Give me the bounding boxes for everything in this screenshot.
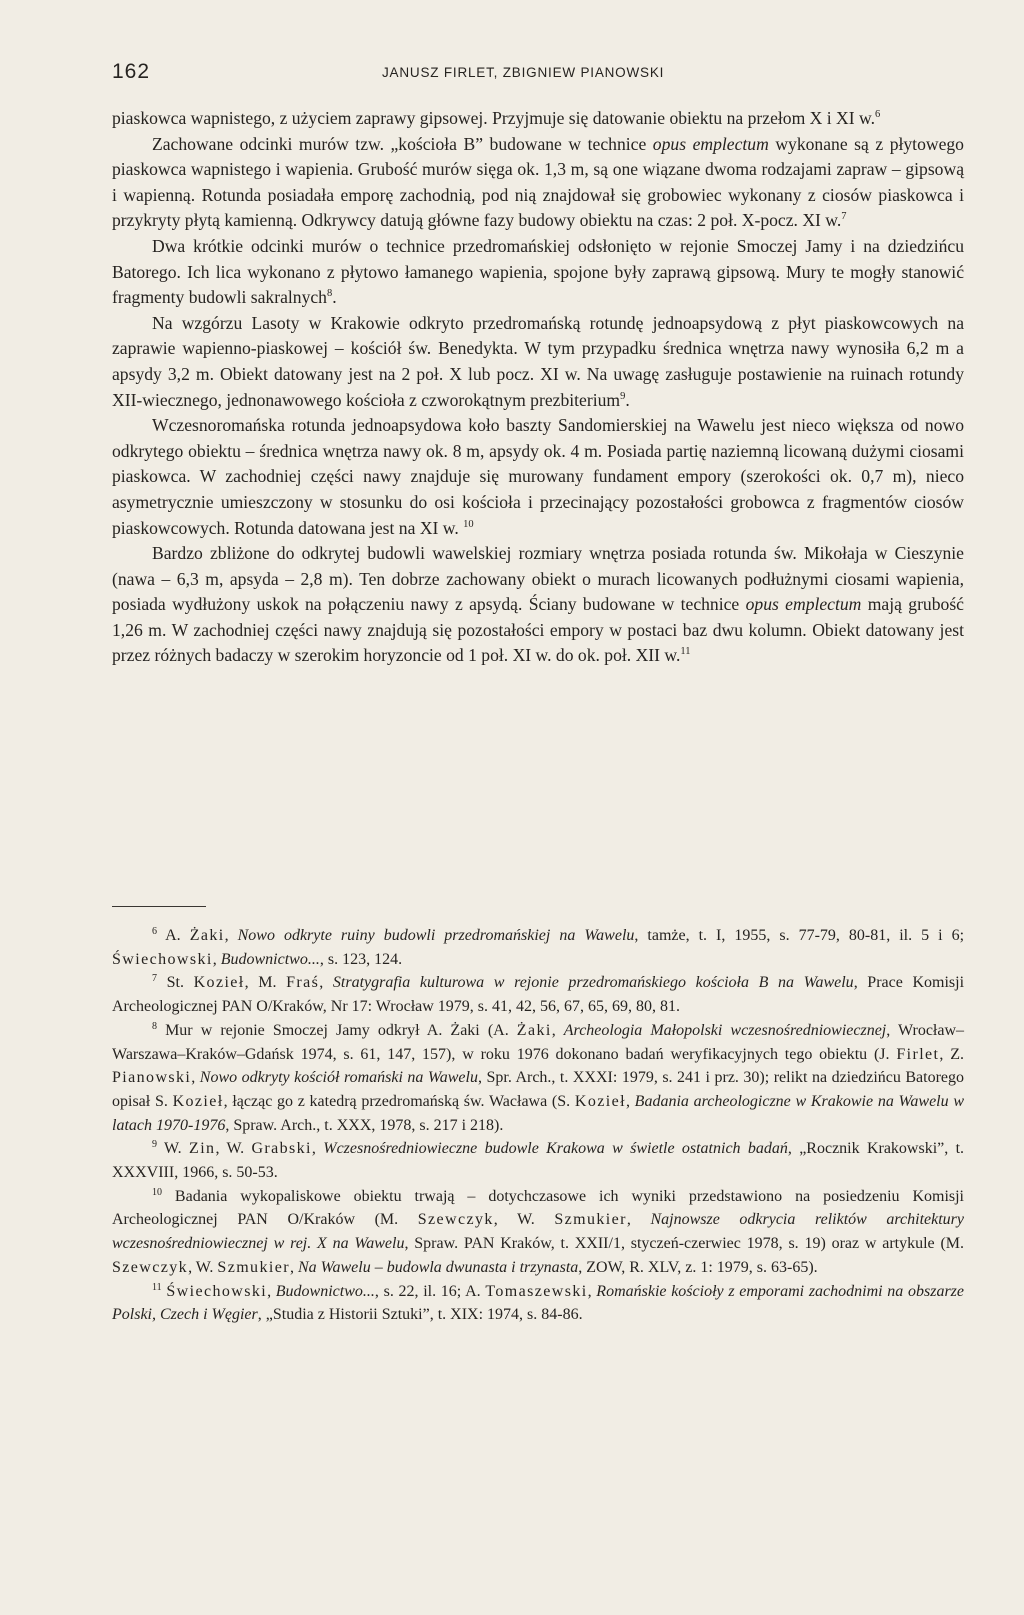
footnote-6: $^6$ A. Żaki, Nowo odkryte ruiny budowli przedromańskiej na Wawelu, tamże, t. I, 1955, s. 77-79, 80-81, il. 5 i 6; Świechowski, Budownictwo..., s. 123, 124. [112,926,965,968]
paragraph: Zachowane odcinki murów tzw. „kościoła B” budowane w technice opus emplectum wykonane są z płytowego piaskowca wapnistego i wapienia. Grubość murów sięga ok. 1,3 m, są one wiązane dwoma rodzajami zapraw – gipsową i wapienną. Rotunda posiadała emporę zachodnią, pod nią znajdował się grobowiec wykonany z ciosów piaskowca i przykryty płytą kamienną. Odkrywcy datują główne fazy budowy obiektu na czas: 2 poł. X-pocz. XI w.$^7$ [112,133,964,231]
paragraph: Dwa krótkie odcinki murów o technice przedromańskiej odsłonięto w rejonie Smoczej Jamy i na dziedzińcu Batorego. Ich lica wykonano z płytowo łamanego wapienia, spojone były zaprawą gipsową. Mury te mogły stanowić fragmenty budowli sakralnych$^8$. [112,235,964,308]
paragraph: Bardzo zbliżone do odkrytej budowli wawelskiej rozmiary wnętrza posiada rotunda św. Mikołaja w Cieszynie (nawa – 6,3 m, apsyda – 2,8 m). Ten dobrze zachowany obiekt o murach licowanych podłużnymi ciosami wapienia, posiada wydłużony uskok na połączeniu nawy z apsydą. Ściany budowane w technice opus emplectum mają grubość 1,26 m. W zachodniej części nawy znajdują się pozostałości empory w postaci baz dwu kolumn. Obiekt datowany jest przez różnych badaczy w szerokim horyzoncie od 1 poł. XI w. do ok. poł. XII w.$^{11}$ [112,543,964,666]
footnote-7: $^7$ St. Kozieł, M. Fraś, Stratygrafia kulturowa w rejonie przedromańskiego kościoła B na Wawelu, Prace Komisji Archeologicznej PAN O/Kraków, Nr 17: Wrocław 1979, s. 41, 42, 56, 67, 65, 69, 80, 81. [112,973,965,1016]
page-number: 162 [112,60,151,83]
page-header [112,56,966,90]
main-text [112,106,964,669]
footnote-ref[interactable]: 9 [620,390,626,402]
footnote-ref[interactable]: 6 [874,109,881,120]
footnote-ref[interactable]: 8 [326,288,333,300]
footnote-10: $^{10}$ Badania wykopaliskowe obiektu trwają – dotychczasowe ich wyniki przedstawiono na posiedzeniu Komisji Archeologicznej PAN O/Kraków (M. Szewczyk, W. Szmukier, Najnowsze odkrycia reliktów architektury wczesnośredniowiecznej w rej. X na Wawelu, Spraw. PAN Kraków, t. XXII/1, styczeń-czerwiec 1978, s. 19) oraz w artykule (M. Szewczyk, W. Szmukier, Na Wawelu – budowla dwunasta i trzynasta, ZOW, R. XLV, z. 1: 1979, s. 63-65). [112,1186,965,1276]
footnote-8: $^8$ Mur w rejonie Smoczej Jamy odkrył A. Żaki (A. Żaki, Archeologia Małopolski wczesnośredniowiecznej, Wrocław–Warszawa–Kraków–Gdańsk 1974, s. 61, 147, 157), w roku 1976 dokonano badań weryfikacyjnych tego obiektu (J. Firlet, Z. Pianowski, Nowo odkryty kościół romański na Wawelu, Spr. Arch., t. XXXI: 1979, s. 241 i prz. 30); relikt na dziedzińcu Batorego opisał S. Kozieł, łącząc go z katedrą przedromańską św. Wacława (S. Kozieł, Badania archeologiczne w Krakowie na Wawelu w latach 1970-1976, Spraw. Arch., t. XXX, 1978, s. 217 i 218). [112,1020,965,1134]
footnote-ref[interactable]: 10 [463,518,474,530]
paragraph: Na wzgórzu Lasoty w Krakowie odkryto przedromańską rotundę jednoapsydową z płyt piaskowcowych na zaprawie wapienno-piaskowej – kościół św. Benedykta. W tym przypadku średnica wnętrza nawy wynosiła 6,2 m a apsydy 3,2 m. Obiekt datowany jest na 2 poł. X lub pocz. XI w. Na uwagę zasługuje postawienie na ruinach rotundy XII-wiecznego, jednonawowego kościoła z czworokątnym prezbiterium$^9$. [112,312,964,410]
footnote-ref[interactable]: 11 [680,646,691,658]
paragraph: Wczesnoromańska rotunda jednoapsydowa koło baszty Sandomierskiej na Wawelu jest nieco większa od nowo odkrytego obiektu – średnica wnętrza nawy ok. 8 m, apsydy ok. 4 m. Posiada partię naziemną licowaną dużymi ciosami piaskowca. W zachodniej części nawy znajduje się murowany fundament empory (szerokości ok. 0,7 m), nieco asymetrycznie umieszczony w stosunku do osi kościoła i przecinający pozostałości grobowca z fragmentów ciosów piaskowcowych. Rotunda datowana jest na XI w. $^{10}$ [112,415,964,538]
footnote-9: $^9$ W. Zin, W. Grabski, Wczesnośredniowieczne budowle Krakowa w świetle ostatnich badań, „Rocznik Krakowski”, t. XXXVIII, 1966, s. 50-53. [112,1139,965,1182]
footnote-separator [112,906,206,907]
footnote-11: $^{11}$ Świechowski, Budownictwo..., s. 22, il. 16; A. Tomaszewski, Romańskie kościoły z emporami zachodnimi na obszarze Polski, Czech i Węgier, „Studia z Historii Sztuki”, t. XIX: 1974, s. 84-86. [112,1281,965,1324]
footnote-ref[interactable]: 7 [841,211,847,223]
running-head: JANUSZ FIRLET, ZBIGNIEW PIANOWSKI [382,65,665,80]
paragraph: piaskowca wapnistego, z użyciem zaprawy gipsowej. Przyjmuje się datowanie obiektu na przełom X i XI w.$^6$ [112,108,881,128]
footnotes [112,924,964,1327]
